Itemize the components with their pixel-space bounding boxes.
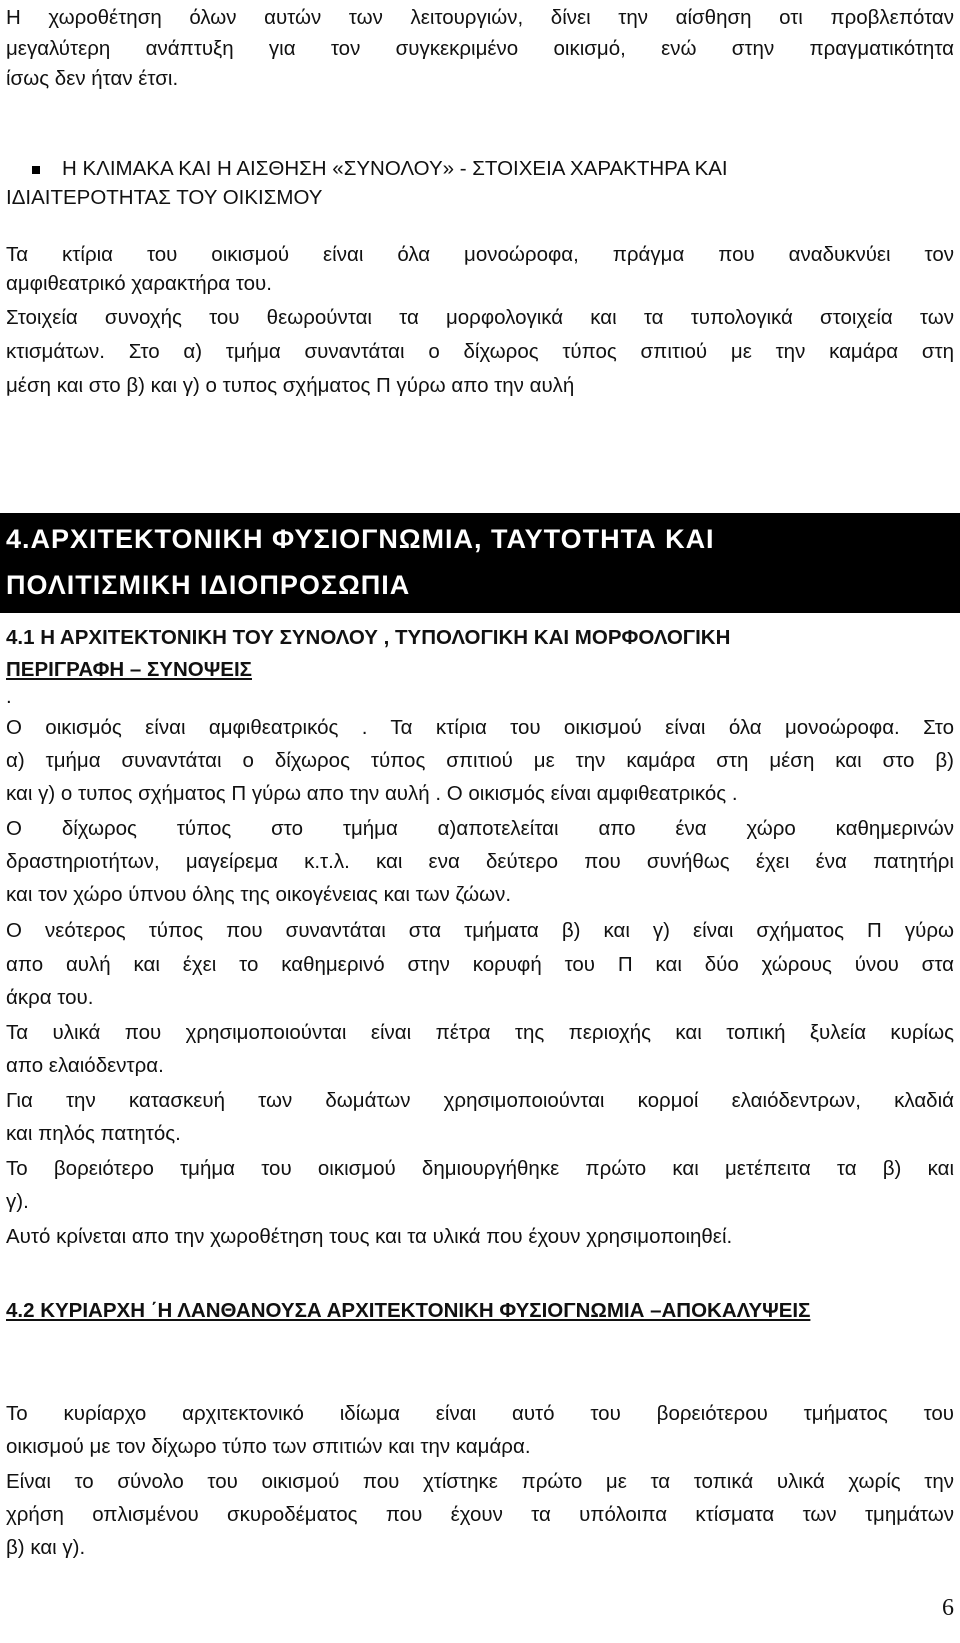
section-4-1-line: απο αυλή και έχει το καθημερινό στην κορυφή του Π και δύο χώρους ύνου στα <box>6 953 954 976</box>
page-number: 6 <box>942 1595 954 1621</box>
section-4-2-line: χρήση οπλισμένου σκυροδέματος που έχουν τα υπόλοιπα κτίσματα των τμημάτων <box>6 1503 954 1526</box>
section-4-1-line: Για την κατασκευή των δωμάτων χρησιμοποιούνται κορμοί ελαιόδεντρων, κλαδιά <box>6 1089 954 1112</box>
section-4-2-line: Το κυρίαρχο αρχιτεκτονικό ιδίωμα είναι αυτό του βορειότερου τμήματος του <box>6 1402 954 1425</box>
section-4-1-line: Το βορειότερο τμήμα του οικισμού δημιουργήθηκε πρώτο και μετέπειτα τα β) και <box>6 1157 954 1180</box>
section-4-title-line: ΠΟΛΙΤΙΣΜΙΚΗ ΙΔΙΟΠΡΟΣΩΠΙΑ <box>6 570 411 600</box>
paragraph-line: κτισμάτων. Στο α) τμήμα συναντάται ο δίχωρος τύπος σπιτιού με την καμάρα στη <box>6 340 954 363</box>
section-4-1-line: και τον χώρο ύπνου όλης της οικογένειας και των ζώων. <box>6 883 512 906</box>
bullet-heading-line: Η ΚΛΙΜΑΚΑ ΚΑΙ Η ΑΙΣΘΗΣΗ «ΣΥΝΟΛΟΥ» - ΣΤΟΙΧΕΙΑ ΧΑΡΑΚΤΗΡΑ ΚΑΙ <box>62 157 728 180</box>
bullet-square-icon <box>32 166 40 174</box>
paragraph-line: Τα κτίρια του οικισμού είναι όλα μονοώροφα, πράγμα που αναδυκνύει τον <box>6 243 954 266</box>
section-4-1-line: άκρα του. <box>6 986 94 1009</box>
section-4-title-line: 4.ΑΡΧΙΤΕΚΤΟΝΙΚΗ ΦΥΣΙΟΓΝΩΜΙΑ, ΤΑΥΤΟΤΗΤΑ ΚΑΙ <box>6 524 715 554</box>
section-4-1-line: Ο δίχωρος τύπος στο τμήμα α)αποτελείται απο ένα χώρο καθημερινών <box>6 817 954 840</box>
paragraph-line: Στοιχεία συνοχής του θεωρούνται τα μορφολογικά και τα τυπολογικά στοιχεία των <box>6 306 954 329</box>
section-4-2-line: β) και γ). <box>6 1536 86 1559</box>
section-4-1-line: Ο οικισμός είναι αμφιθεατρικός . Τα κτίρια του οικισμού είναι όλα μονοώροφα. Στο <box>6 716 954 739</box>
section-4-2-line: οικισμού με τον δίχωρο τύπο των σπιτιών και την καμάρα. <box>6 1435 531 1458</box>
section-4-1-line: Τα υλικά που χρησιμοποιούνται είναι πέτρα της περιοχής και τοπική ξυλεία κυρίως <box>6 1021 954 1044</box>
section-4-1-line: και πηλός πατητός. <box>6 1122 181 1145</box>
bullet-heading-line: ΙΔΙΑΙΤΕΡΟΤΗΤΑΣ ΤΟΥ ΟΙΚΙΣΜΟΥ <box>6 186 323 209</box>
section-4-1-line: απο ελαιόδεντρα. <box>6 1054 164 1077</box>
section-4-1-line: και γ) ο τυπος σχήματος Π γύρω απο την αυλή . Ο οικισμός είναι αμφιθεατρικός . <box>6 782 738 805</box>
section-4-2-heading: 4.2 ΚΥΡΙΑΡΧΗ ΄Η ΛΑΝΘΑΝΟΥΣΑ ΑΡΧΙΤΕΚΤΟΝΙΚΗ ΦΥΣΙΟΓΝΩΜΙΑ –ΑΠΟΚΑΛΥΨΕΙΣ <box>6 1299 811 1322</box>
paragraph-line: μέση και στο β) και γ) ο τυπος σχήματος Π γύρω απο την αυλή <box>6 374 575 397</box>
section-4-1-heading: 4.1 Η ΑΡΧΙΤΕΚΤΟΝΙΚΗ ΤΟΥ ΣΥΝΟΛΟΥ , ΤΥΠΟΛΟΓΙΚΗ ΚΑΙ ΜΟΡΦΟΛΟΓΙΚΗ <box>6 626 731 649</box>
section-4-1-line: γ). <box>6 1190 29 1213</box>
section-4-1-line: α) τμήμα συναντάται ο δίχωρος τύπος σπιτιού με την καμάρα στη μέση και στο β) <box>6 749 954 772</box>
section-4-1-dot: . <box>6 685 12 708</box>
section-4-1-line: Αυτό κρίνεται απο την χωροθέτηση τους και τα υλικά που έχουν χρησιμοποιηθεί. <box>6 1225 733 1248</box>
paragraph-line: αμφιθεατρικό χαρακτήρα του. <box>6 272 272 295</box>
intro-line: Η χωροθέτηση όλων αυτών των λειτουργιών, δίνει την αίσθηση οτι προβλεπόταν <box>6 6 954 29</box>
section-4-2-line: Είναι το σύνολο του οικισμού που χτίστηκε πρώτο με τα τοπικά υλικά χωρίς την <box>6 1470 954 1493</box>
section-4-banner <box>0 513 960 613</box>
intro-line: ίσως δεν ήταν έτσι. <box>6 67 179 90</box>
intro-line: μεγαλύτερη ανάπτυξη για τον συγκεκριμένο οικισμό, ενώ στην πραγματικότητα <box>6 37 954 60</box>
section-4-1-line: Ο νεότερος τύπος που συναντάται στα τμήματα β) και γ) είναι σχήματος Π γύρω <box>6 919 954 942</box>
section-4-1-line: δραστηριοτήτων, μαγείρεμα κ.τ.λ. και ενα δεύτερο που συνήθως έχει ένα πατητήρι <box>6 850 954 873</box>
section-4-1-heading: ΠΕΡΙΓΡΑΦΗ – ΣΥΝΟΨΕΙΣ <box>6 658 252 681</box>
